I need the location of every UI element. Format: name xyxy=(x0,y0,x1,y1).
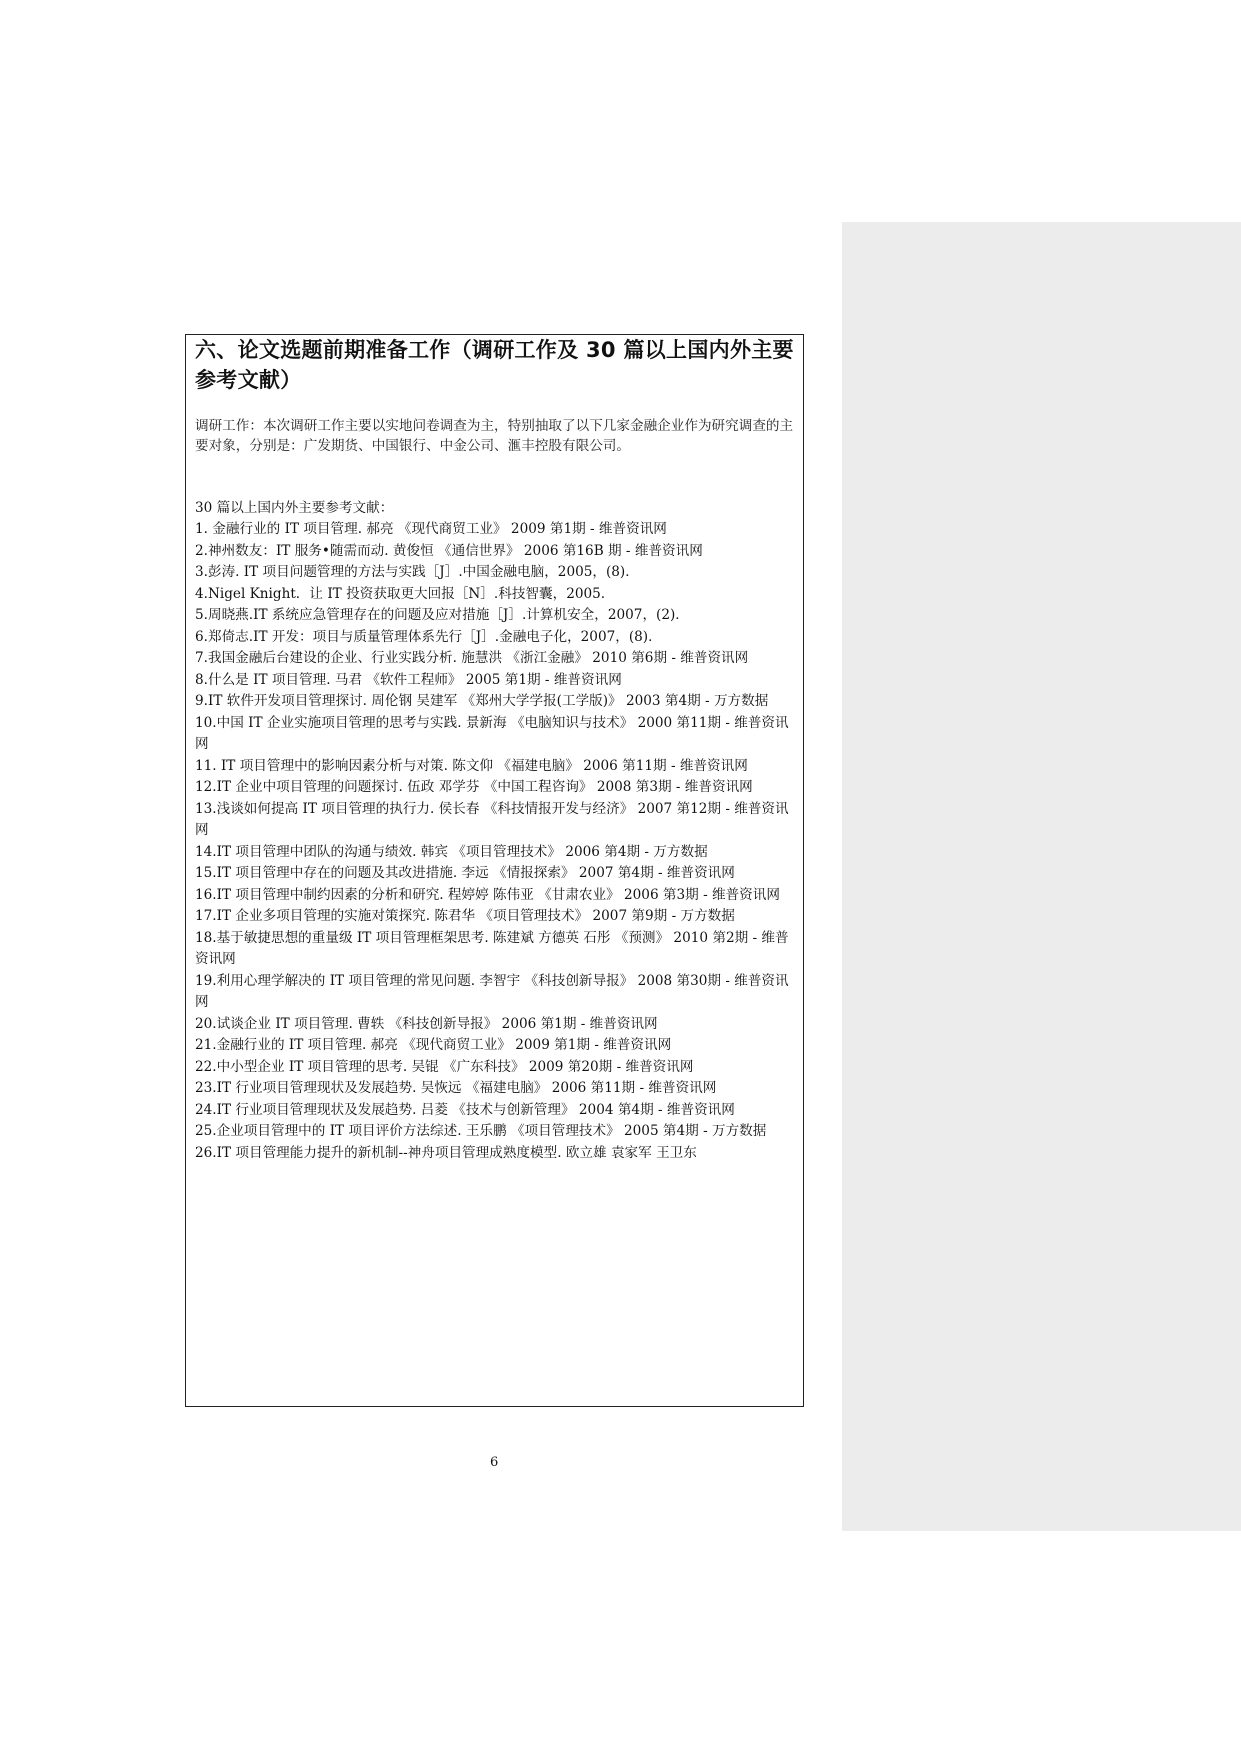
reference-item: 19.利用心理学解决的 IT 项目管理的常见问题. 李智宇 《科技创新导报》 2008 第30期 - 维普资讯网 xyxy=(195,972,789,1010)
reference-item: 15.IT 项目管理中存在的问题及其改进措施. 李远 《情报探索》 2007 第4期 - 维普资讯网 xyxy=(195,865,735,881)
reference-item: 6.郑倚志.IT 开发：项目与质量管理体系先行［J］.金融电子化，2007，(8)． xyxy=(195,628,662,645)
reference-item: 7.我国金融后台建设的企业、行业实践分析. 施慧洪 《浙江金融》 2010 第6期 - 维普资讯网 xyxy=(195,650,749,666)
reference-item: 9.IT 软件开发项目管理探讨. 周伦钢 吴建军 《郑州大学学报(工学版)》 2003 第4期 - 万方数据 xyxy=(195,693,769,709)
reference-item: 21.金融行业的 IT 项目管理. 郝亮 《现代商贸工业》 2009 第1期 - 维普资讯网 xyxy=(195,1037,672,1053)
reference-item: 5.周晓燕.IT 系统应急管理存在的问题及应对措施［J］.计算机安全，2007，(2)． xyxy=(195,607,689,623)
reference-item: 1. 金融行业的 IT 项目管理. 郝亮 《现代商贸工业》 2009 第1期 - 维普资讯网 xyxy=(195,521,667,537)
reference-item: 13.浅谈如何提高 IT 项目管理的执行力. 侯长春 《科技情报开发与经济》 2007 第12期 - 维普资讯网 xyxy=(195,800,789,838)
reference-item: 12.IT 企业中项目管理的问题探讨. 伍政 邓学芬 《中国工程咨询》 2008 第3期 - 维普资讯网 xyxy=(195,779,753,795)
reference-item: 24.IT 行业项目管理现状及发展趋势. 吕菱 《技术与创新管理》 2004 第4期 - 维普资讯网 xyxy=(195,1101,735,1118)
reference-item: 26.IT 项目管理能力提升的新机制--神舟项目管理成熟度模型. 欧立雄 袁家军 王卫东 xyxy=(195,1144,697,1161)
reference-item: 22.中小型企业 IT 项目管理的思考. 吴锟 《广东科技》 2009 第20期 - 维普资讯网 xyxy=(195,1058,694,1075)
page-number: 6 xyxy=(490,1455,499,1470)
reference-item: 14.IT 项目管理中团队的沟通与绩效. 韩宾 《项目管理技术》 2006 第4期 - 万方数据 xyxy=(195,843,708,860)
comment-margin-panel xyxy=(842,222,1241,1531)
reference-item: 3.彭涛. IT 项目问题管理的方法与实践［J］.中国金融电脑，2005，(8)． xyxy=(195,564,639,580)
reference-item: 8.什么是 IT 项目管理. 马君 《软件工程师》 2005 第1期 - 维普资讯网 xyxy=(195,671,622,688)
research-paragraph: 调研工作：本次调研工作主要以实地问卷调查为主，特别抽取了以下几家金融企业作为研究调查的主要对象，分别是：广发期货、中国银行、中金公司、滙丰控股有限公司。 xyxy=(195,418,794,454)
reference-item: 4.Nigel Knight．让 IT 投资获取更大回报［N］.科技智囊，2005. xyxy=(195,585,606,602)
reference-item: 25.企业项目管理中的 IT 项目评价方法综述. 王乐鹏 《项目管理技术》 2005 第4期 - 万方数据 xyxy=(195,1123,767,1139)
reference-item: 11. IT 项目管理中的影响因素分析与对策. 陈文仰 《福建电脑》 2006 第11期 - 维普资讯网 xyxy=(195,757,748,774)
reference-list xyxy=(195,519,800,1164)
reference-item: 16.IT 项目管理中制约因素的分析和研究. 程婷婷 陈伟亚 《甘肃农业》 2006 第3期 - 维普资讯网 xyxy=(195,886,780,903)
reference-item: 20.试谈企业 IT 项目管理. 曹轶 《科技创新导报》 2006 第1期 - 维普资讯网 xyxy=(195,1015,658,1032)
reference-item: 10.中国 IT 企业实施项目管理的思考与实践. 景新海 《电脑知识与技术》 2000 第11期 - 维普资讯网 xyxy=(195,714,789,752)
section-title: 六、论文选题前期准备工作（调研工作及 30 篇以上国内外主要参考文献） xyxy=(195,338,794,392)
reference-item: 2.神州数友：IT 服务•随需而动. 黄俊恒 《通信世界》 2006 第16B 期 - 维普资讯网 xyxy=(195,542,703,559)
reference-item: 18.基于敏捷思想的重量级 IT 项目管理框架思考. 陈建斌 方德英 石彤 《预测》 2010 第2期 - 维普资讯网 xyxy=(195,929,789,967)
section-box xyxy=(185,334,804,1407)
reference-item: 17.IT 企业多项目管理的实施对策探究. 陈君华 《项目管理技术》 2007 第9期 - 万方数据 xyxy=(195,908,735,924)
reference-item: 23.IT 行业项目管理现状及发展趋势. 吴恢远 《福建电脑》 2006 第11期 - 维普资讯网 xyxy=(195,1080,717,1096)
references-heading: 30 篇以上国内外主要参考文献： xyxy=(195,500,394,516)
